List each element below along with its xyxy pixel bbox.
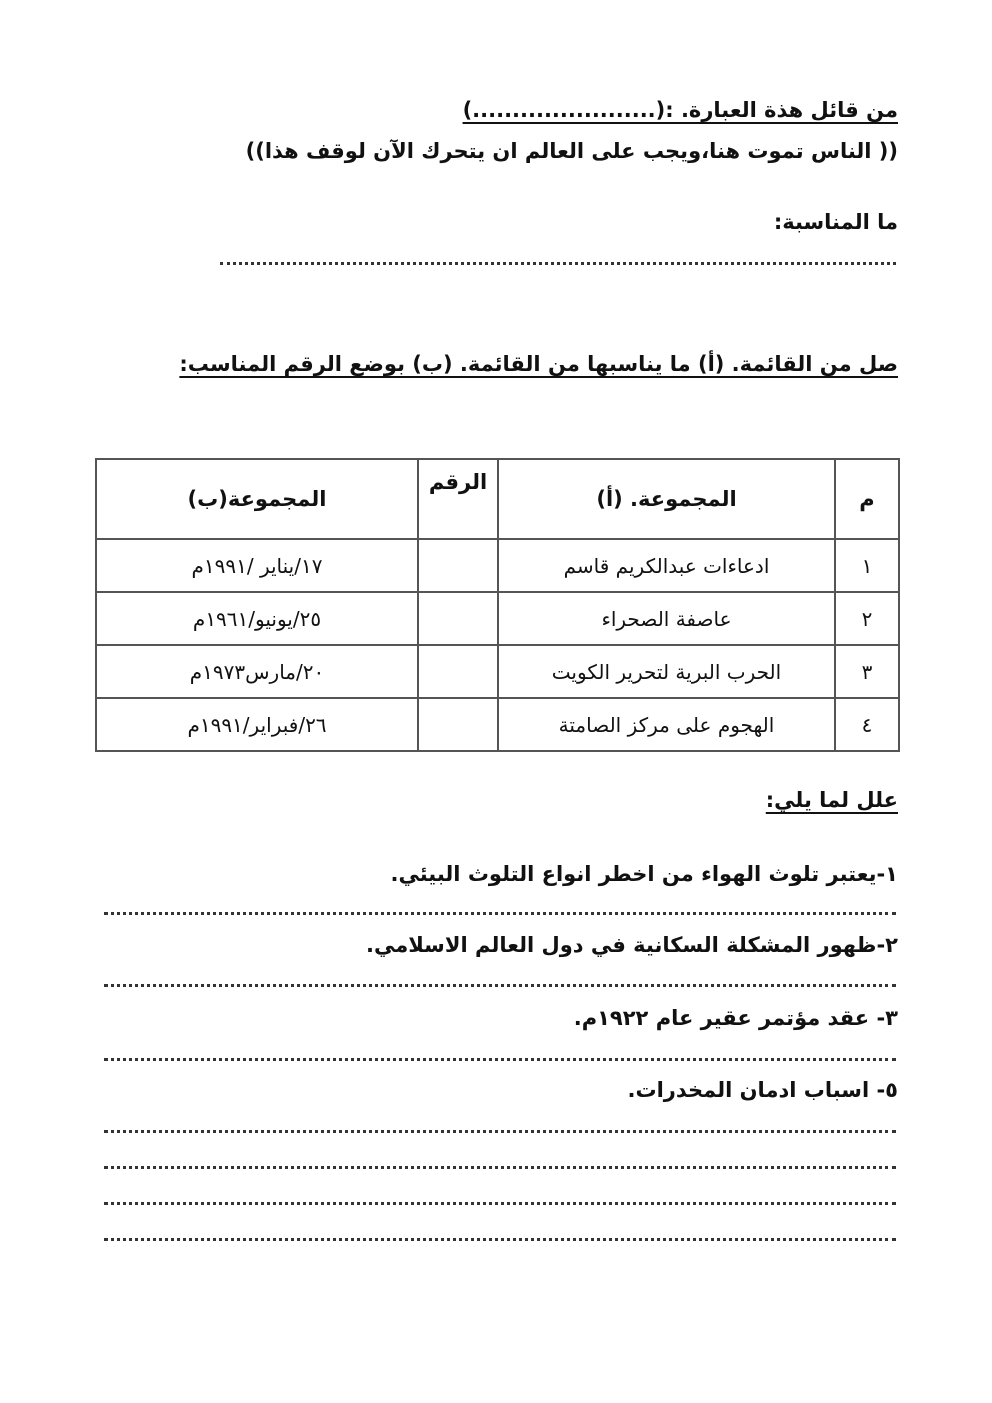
occasion-label: ما المناسبة:	[773, 210, 898, 234]
group-a-cell: ادعاءات عبدالكريم قاسم	[498, 539, 835, 592]
reason-item-3: ٣- عقد مؤتمر عقير عام ١٩٢٢م.	[573, 1006, 898, 1030]
reason-item-5: ٥- اسباب ادمان المخدرات.	[627, 1078, 898, 1102]
table-row	[96, 592, 899, 645]
table-row	[96, 539, 899, 592]
matching-table	[95, 458, 900, 752]
answer-dotted-line[interactable]	[104, 984, 896, 987]
header-m: م	[835, 459, 899, 539]
number-answer-cell[interactable]	[418, 539, 498, 592]
header-number: الرقم	[418, 459, 498, 539]
q2-title: صل من القائمة. (أ) ما يناسبها من القائمة. (ب) بوضع الرقم المناسب:	[179, 352, 898, 376]
group-b-cell: ١٧/يناير /١٩٩١م	[96, 539, 418, 592]
answer-dotted-line[interactable]	[104, 1166, 896, 1169]
number-answer-cell[interactable]	[418, 592, 498, 645]
group-b-cell: ٢٦/فبراير/١٩٩١م	[96, 698, 418, 751]
group-b-cell: ٢٠/مارس١٩٧٣م	[96, 645, 418, 698]
row-index: ٣	[835, 645, 899, 698]
table-header-row	[96, 459, 899, 539]
table-row	[96, 645, 899, 698]
q3-title: علل لما يلي:	[765, 788, 898, 812]
group-a-cell: الهجوم على مركز الصامتة	[498, 698, 835, 751]
answer-dotted-line[interactable]	[104, 1238, 896, 1241]
group-a-cell: الحرب البرية لتحرير الكويت	[498, 645, 835, 698]
row-index: ٤	[835, 698, 899, 751]
number-answer-cell[interactable]	[418, 698, 498, 751]
reason-item-2: ٢-ظهور المشكلة السكانية في دول العالم الاسلامي.	[366, 933, 898, 957]
answer-dotted-line[interactable]	[104, 1058, 896, 1061]
q1-quote: (( الناس تموت هنا،ويجب على العالم ان يتحرك الآن لوقف هذا))	[245, 139, 898, 163]
table-row	[96, 698, 899, 751]
answer-dotted-line[interactable]	[104, 912, 896, 915]
group-b-cell: ٢٥/يونيو/١٩٦١م	[96, 592, 418, 645]
answer-dotted-line[interactable]	[104, 1202, 896, 1205]
answer-dotted-line[interactable]	[104, 1130, 896, 1133]
row-index: ١	[835, 539, 899, 592]
group-a-cell: عاصفة الصحراء	[498, 592, 835, 645]
q1-title: من قائل هذة العبارة. :(.......................)	[462, 98, 898, 122]
answer-dotted-line[interactable]	[220, 262, 896, 265]
header-group-a: المجموعة. (أ)	[498, 459, 835, 539]
number-answer-cell[interactable]	[418, 645, 498, 698]
reason-item-1: ١-يعتبر تلوث الهواء من اخطر انواع التلوث البيئي.	[390, 862, 898, 886]
header-group-b: المجموعة(ب)	[96, 459, 418, 539]
row-index: ٢	[835, 592, 899, 645]
